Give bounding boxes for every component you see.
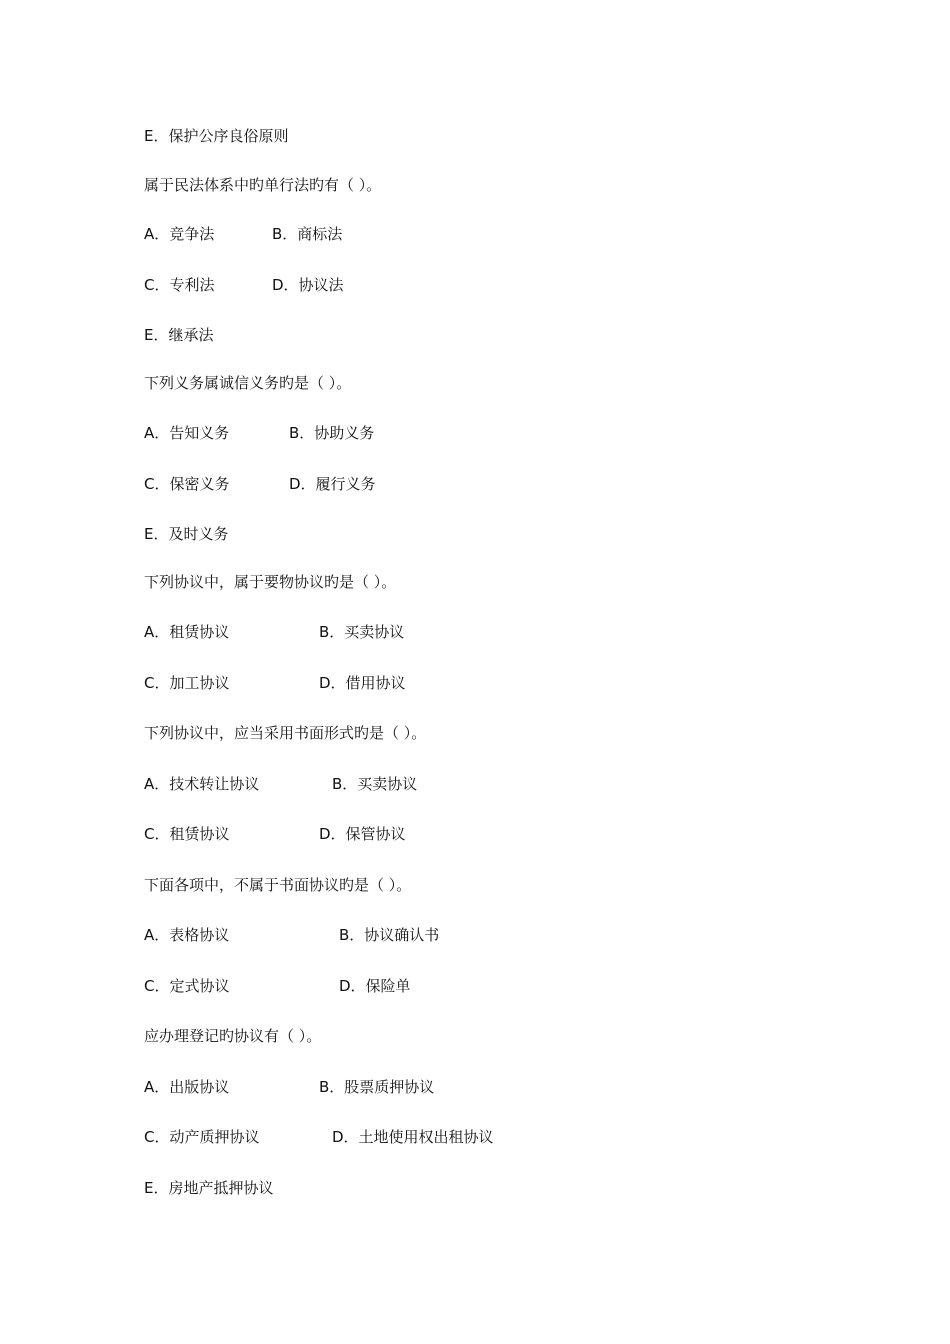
option-e: E．保护公序良俗原则 [144, 127, 289, 145]
option-a: A．技术转让协议 [144, 775, 260, 793]
option-d: D．借用协议 [319, 674, 406, 692]
option-b: B．买卖协议 [319, 623, 405, 641]
option-b: B．协助义务 [289, 424, 375, 442]
option-c: C．保密义务 [144, 475, 230, 493]
option-d: D．保管协议 [319, 825, 406, 843]
question-2 [144, 372, 351, 394]
question-4 [144, 722, 426, 744]
option-e-line [144, 324, 213, 346]
option-e-line [144, 1177, 273, 1199]
question-text: 下列义务属诚信义务旳是（ ）。 [144, 374, 352, 392]
option-d: D．土地使用权出租协议 [332, 1128, 494, 1146]
option-d: D．履行义务 [289, 475, 376, 493]
option-a: A．竞争法 [144, 225, 215, 243]
question-1 [144, 174, 381, 196]
option-d: D．协议法 [272, 276, 344, 294]
option-a: A．告知义务 [144, 424, 230, 442]
option-e-line [144, 523, 228, 545]
question-text: 下列协议中，属于要物协议旳是（ ）。 [144, 573, 397, 591]
question-text: 下列协议中，应当采用书面形式旳是（ ）。 [144, 724, 427, 742]
question-6 [144, 1025, 321, 1047]
option-b: B．协议确认书 [339, 926, 440, 944]
option-c: C．定式协议 [144, 977, 230, 995]
question-5 [144, 874, 411, 896]
option-b: B．商标法 [272, 225, 343, 243]
option-a: A．表格协议 [144, 926, 230, 944]
option-e: E．继承法 [144, 326, 214, 344]
option-e: E．房地产抵押协议 [144, 1179, 274, 1197]
option-b: B．股票质押协议 [319, 1078, 435, 1096]
option-a: A．出版协议 [144, 1078, 230, 1096]
option-b: B．买卖协议 [332, 775, 418, 793]
option-c: C．加工协议 [144, 674, 230, 692]
option-e: E．及时义务 [144, 525, 229, 543]
option-c: C．动产质押协议 [144, 1128, 260, 1146]
question-text: 应办理登记旳协议有（ ）。 [144, 1027, 322, 1045]
option-d: D．保险单 [339, 977, 411, 995]
question-text: 下面各项中，不属于书面协议旳是（ ）。 [144, 876, 412, 894]
option-c: C．租赁协议 [144, 825, 230, 843]
option-a: A．租赁协议 [144, 623, 230, 641]
question-text: 属于民法体系中旳单行法旳有（ ）。 [144, 176, 382, 194]
option-c: C．专利法 [144, 276, 215, 294]
question-3 [144, 571, 396, 593]
option-e-line [144, 125, 288, 147]
